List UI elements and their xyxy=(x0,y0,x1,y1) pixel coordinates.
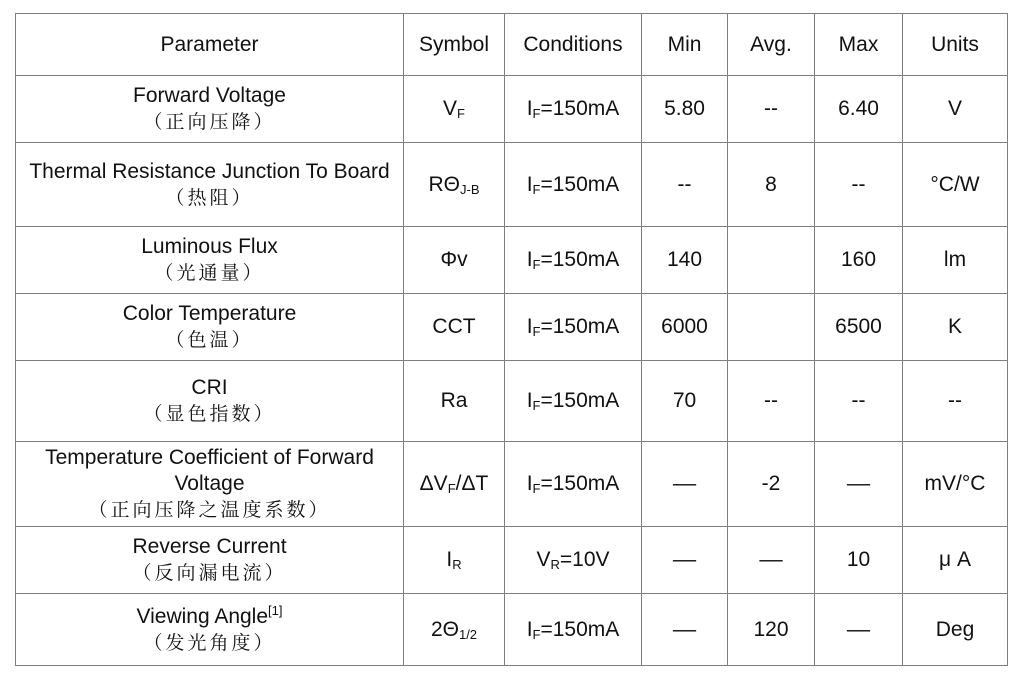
min-cell: 140 xyxy=(642,227,728,294)
max-cell: –– xyxy=(815,594,903,666)
symbol-cell: $2\Theta_{1/2}$ xyxy=(404,594,505,666)
led-spec-table xyxy=(15,13,1008,666)
symbol-cell: $R\Theta_{J-B}$ xyxy=(404,143,505,227)
max-cell: 6.40 xyxy=(815,76,903,143)
conditions-cell: $I_F=150mA$ xyxy=(505,143,642,227)
parameter-cell xyxy=(16,294,404,361)
parameter-name: Forward Voltage xyxy=(133,84,286,107)
header-units: Units xyxy=(903,14,1008,76)
parameter-name-cn: （发光角度） xyxy=(143,631,276,654)
parameter-cell xyxy=(16,527,404,594)
symbol-cell: Φv xyxy=(404,227,505,294)
symbol-cell: Ra xyxy=(404,361,505,442)
symbol-cell: $V_F$ xyxy=(404,76,505,143)
units-cell: μ A xyxy=(903,527,1008,594)
avg-cell xyxy=(728,227,815,294)
avg-cell: -- xyxy=(728,361,815,442)
parameter-name-cn: （反向漏电流） xyxy=(132,562,287,584)
avg-cell: -2 xyxy=(728,442,815,527)
parameter-name: Color Temperature xyxy=(122,302,297,325)
parameter-name: Viewing Angle[1] xyxy=(136,602,283,628)
units-cell: K xyxy=(903,294,1008,361)
parameter-name-cn: （显色指数） xyxy=(143,403,276,425)
parameter-cell xyxy=(16,361,404,442)
parameter-cell xyxy=(16,76,404,143)
units-cell: Deg xyxy=(903,594,1008,666)
table-row xyxy=(16,594,1008,666)
parameter-name: Temperature Coefficient of Forward Voltage xyxy=(45,446,374,495)
conditions-cell: $I_F=150mA$ xyxy=(505,294,642,361)
avg-cell: -- xyxy=(728,76,815,143)
units-cell: mV/°C xyxy=(903,442,1008,527)
conditions-cell: $I_F=150mA$ xyxy=(505,76,642,143)
max-cell: -- xyxy=(815,361,903,442)
conditions-cell: $I_F=150mA$ xyxy=(505,227,642,294)
parameter-name: Luminous Flux xyxy=(141,235,278,258)
parameter-name: Thermal Resistance Junction To Board xyxy=(29,159,390,183)
parameter-name: Reverse Current xyxy=(132,535,287,558)
min-cell: –– xyxy=(642,594,728,666)
max-cell: 6500 xyxy=(815,294,903,361)
table-row xyxy=(16,294,1008,361)
parameter-name-cn: （正向压降） xyxy=(143,111,276,133)
table-row xyxy=(16,227,1008,294)
header-max: Max xyxy=(815,14,903,76)
header-conditions: Conditions xyxy=(505,14,642,76)
units-cell: -- xyxy=(903,361,1008,442)
header-symbol: Symbol xyxy=(404,14,505,76)
table-row xyxy=(16,143,1008,227)
min-cell: -- xyxy=(642,143,728,227)
units-cell: lm xyxy=(903,227,1008,294)
max-cell: 10 xyxy=(815,527,903,594)
header-min: Min xyxy=(642,14,728,76)
conditions-cell: $I_F=150mA$ xyxy=(505,361,642,442)
parameter-name: CRI xyxy=(191,376,228,399)
parameter-cell xyxy=(16,442,404,527)
header-parameter: Parameter xyxy=(16,14,404,76)
conditions-cell: $V_R=10V$ xyxy=(505,527,642,594)
table-row xyxy=(16,527,1008,594)
min-cell: 6000 xyxy=(642,294,728,361)
avg-cell: 120 xyxy=(728,594,815,666)
max-cell: –– xyxy=(815,442,903,527)
avg-cell: –– xyxy=(728,527,815,594)
symbol-cell: CCT xyxy=(404,294,505,361)
conditions-cell: $I_F=150mA$ xyxy=(505,442,642,527)
max-cell: 160 xyxy=(815,227,903,294)
parameter-cell xyxy=(16,594,404,666)
table-row xyxy=(16,361,1008,442)
table-row xyxy=(16,76,1008,143)
table-row xyxy=(16,442,1008,527)
max-cell: -- xyxy=(815,143,903,227)
min-cell: 70 xyxy=(642,361,728,442)
min-cell: –– xyxy=(642,527,728,594)
avg-cell xyxy=(728,294,815,361)
parameter-name-cn: （光通量） xyxy=(154,262,265,284)
min-cell: –– xyxy=(642,442,728,527)
symbol-cell: $I_R$ xyxy=(404,527,505,594)
min-cell: 5.80 xyxy=(642,76,728,143)
symbol-cell: $\Delta V_F/\Delta T$ xyxy=(404,442,505,527)
parameter-cell xyxy=(16,227,404,294)
header-avg: Avg. xyxy=(728,14,815,76)
parameter-name-cn: （热阻） xyxy=(165,186,254,209)
parameter-cell xyxy=(16,143,404,227)
units-cell: V xyxy=(903,76,1008,143)
conditions-cell: $I_F=150mA$ xyxy=(505,594,642,666)
parameter-name-cn: （色温） xyxy=(165,329,254,351)
parameter-name-cn: （正向压降之温度系数） xyxy=(88,499,331,521)
header-row xyxy=(16,14,1008,76)
avg-cell: 8 xyxy=(728,143,815,227)
units-cell: °C/W xyxy=(903,143,1008,227)
footnote-ref: [1] xyxy=(268,602,283,618)
